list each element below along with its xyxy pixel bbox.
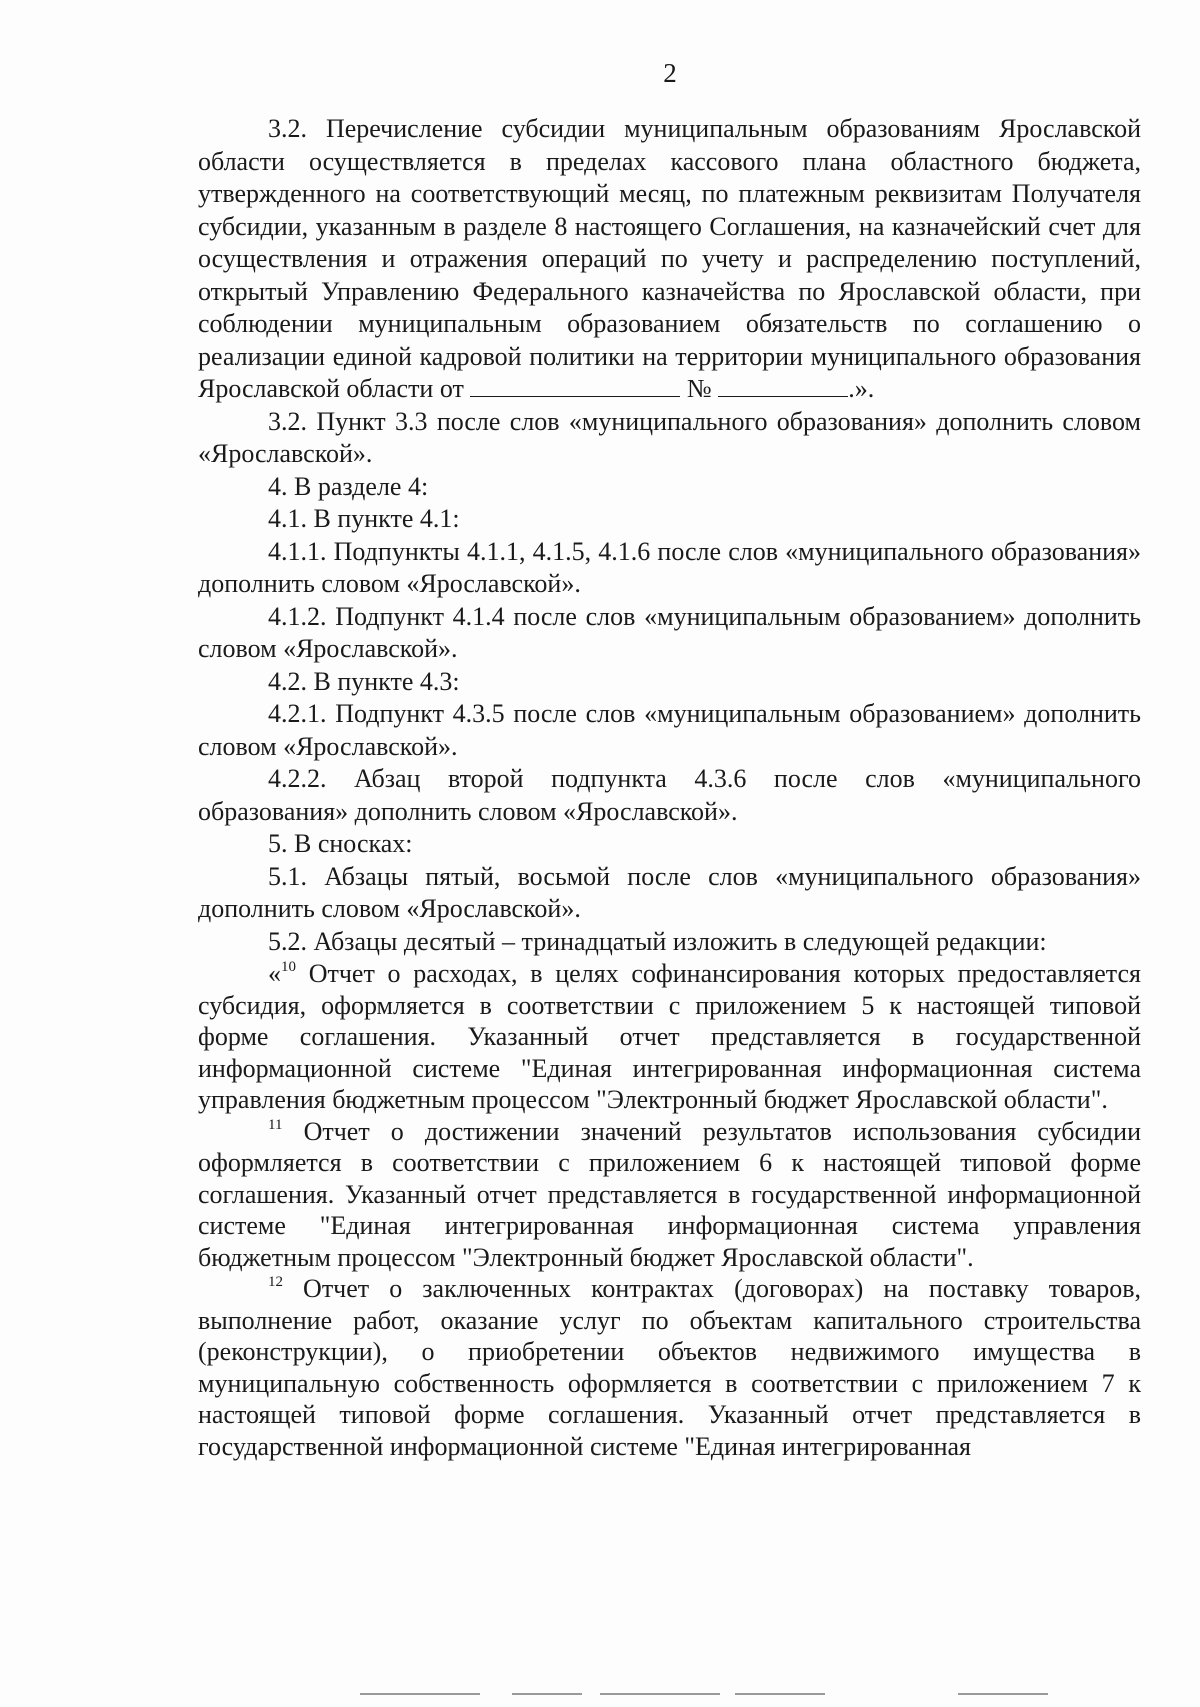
number-sign: № xyxy=(686,374,712,403)
footnote-12-paragraph xyxy=(198,1273,1141,1462)
footnote-marker-11: 11 xyxy=(268,1116,283,1133)
paragraph-3-2-point: 3.2. Пункт 3.3 после слов «муниципального образования» дополнить словом «Ярославской». xyxy=(198,406,1141,468)
paragraph-text: 3.2. Перечисление субсидии муниципальным образованиям Ярославской области осуществляется в пределах кассового плана областного бюджета, утвержденного на соответствующий месяц, по платежным реквизитам Получателя субсидии, указанным в разделе 8 настоящего Соглашения, на казначейский счет для осуществления и отражения операций по учету и распределению поступлений, открытый Управлению Федерального казначейства по Ярославской области, при соблюдении муниципальным образованием обязательств по соглашению о реализации единой кадровой политики на территории муниципального образования Ярославской области xyxy=(198,114,1141,403)
footnote-11-text: Отчет о достижении значений результатов использования субсидии оформляется в соответствии с приложением 6 к настоящей типовой форме соглашения. Указанный отчет представляется в государственной информационной системе "Единая интегрированная информационная система управления бюджетным процессом "Электронный бюджет Ярославской области". xyxy=(198,1116,1141,1272)
scan-mark xyxy=(512,1693,582,1695)
footnote-12-text: Отчет о заключенных контрактах (договорах) на поставку товаров, выполнение работ, оказание услуг по объектам капитального строительства (реконструкции), о приобретении объектов недвижимого имущества в муниципальную собственность оформляется в соответствии с приложением 7 к настоящей типовой форме соглашения. Указанный отчет представляется в государственной информационной системе "Единая интегрированная xyxy=(198,1274,1141,1461)
closing-quote: .». xyxy=(848,374,875,403)
paragraph-5-2: 5.2. Абзацы десятый – тринадцатый изложить в следующей редакции: xyxy=(268,926,1047,956)
footnote-marker-10: 10 xyxy=(281,959,296,975)
footnote-10-paragraph xyxy=(198,958,1141,1116)
footnote-marker-12: 12 xyxy=(268,1274,283,1290)
paragraph-section-4: 4. В разделе 4: xyxy=(268,471,429,501)
paragraph-3-2-transfer xyxy=(198,113,1141,406)
document-body xyxy=(198,113,1141,1462)
paragraph-4-1: 4.1. В пункте 4.1: xyxy=(268,504,460,533)
paragraph-4-2-2: 4.2.2. Абзац второй подпункта 4.3.6 после слов «муниципального образования» дополнить словом «Ярославской». xyxy=(198,764,1141,826)
paragraph-section-5: 5. В сносках: xyxy=(268,829,413,858)
scan-edge-marks xyxy=(0,1693,1200,1697)
paragraph-4-2: 4.2. В пункте 4.3: xyxy=(268,666,460,696)
number-blank-line xyxy=(718,374,848,397)
footnote-11-paragraph xyxy=(198,1116,1141,1274)
scan-mark xyxy=(735,1693,825,1695)
footnote-10-text: Отчет о расходах, в целях софинансирования которых предоставляется субсидия, оформляется в соответствии с приложением 5 к настоящей типовой форме соглашения. Указанный отчет представляется в государственной информационной системе "Единая интегрированная информационная система управления бюджетным процессом "Электронный бюджет Ярославской области". xyxy=(198,959,1141,1114)
page-number: 2 xyxy=(663,58,677,88)
date-prefix: от xyxy=(439,374,464,403)
scan-mark xyxy=(600,1693,720,1695)
scan-mark xyxy=(958,1693,1048,1695)
scan-mark xyxy=(360,1693,480,1695)
paragraph-5-1: 5.1. Абзацы пятый, восьмой после слов «муниципального образования» дополнить словом «Ярославской». xyxy=(198,861,1141,923)
open-quote: « xyxy=(268,959,281,988)
paragraph-4-2-1: 4.2.1. Подпункт 4.3.5 после слов «муниципальным образованием» дополнить словом «Ярославской». xyxy=(198,699,1141,761)
paragraph-4-1-2: 4.1.2. Подпункт 4.1.4 после слов «муниципальным образованием» дополнить словом «Ярославской». xyxy=(198,601,1141,663)
paragraph-4-1-1: 4.1.1. Подпункты 4.1.1, 4.1.5, 4.1.6 после слов «муниципального образования» дополнить словом «Ярославской». xyxy=(198,536,1141,598)
date-blank-line xyxy=(470,374,680,397)
